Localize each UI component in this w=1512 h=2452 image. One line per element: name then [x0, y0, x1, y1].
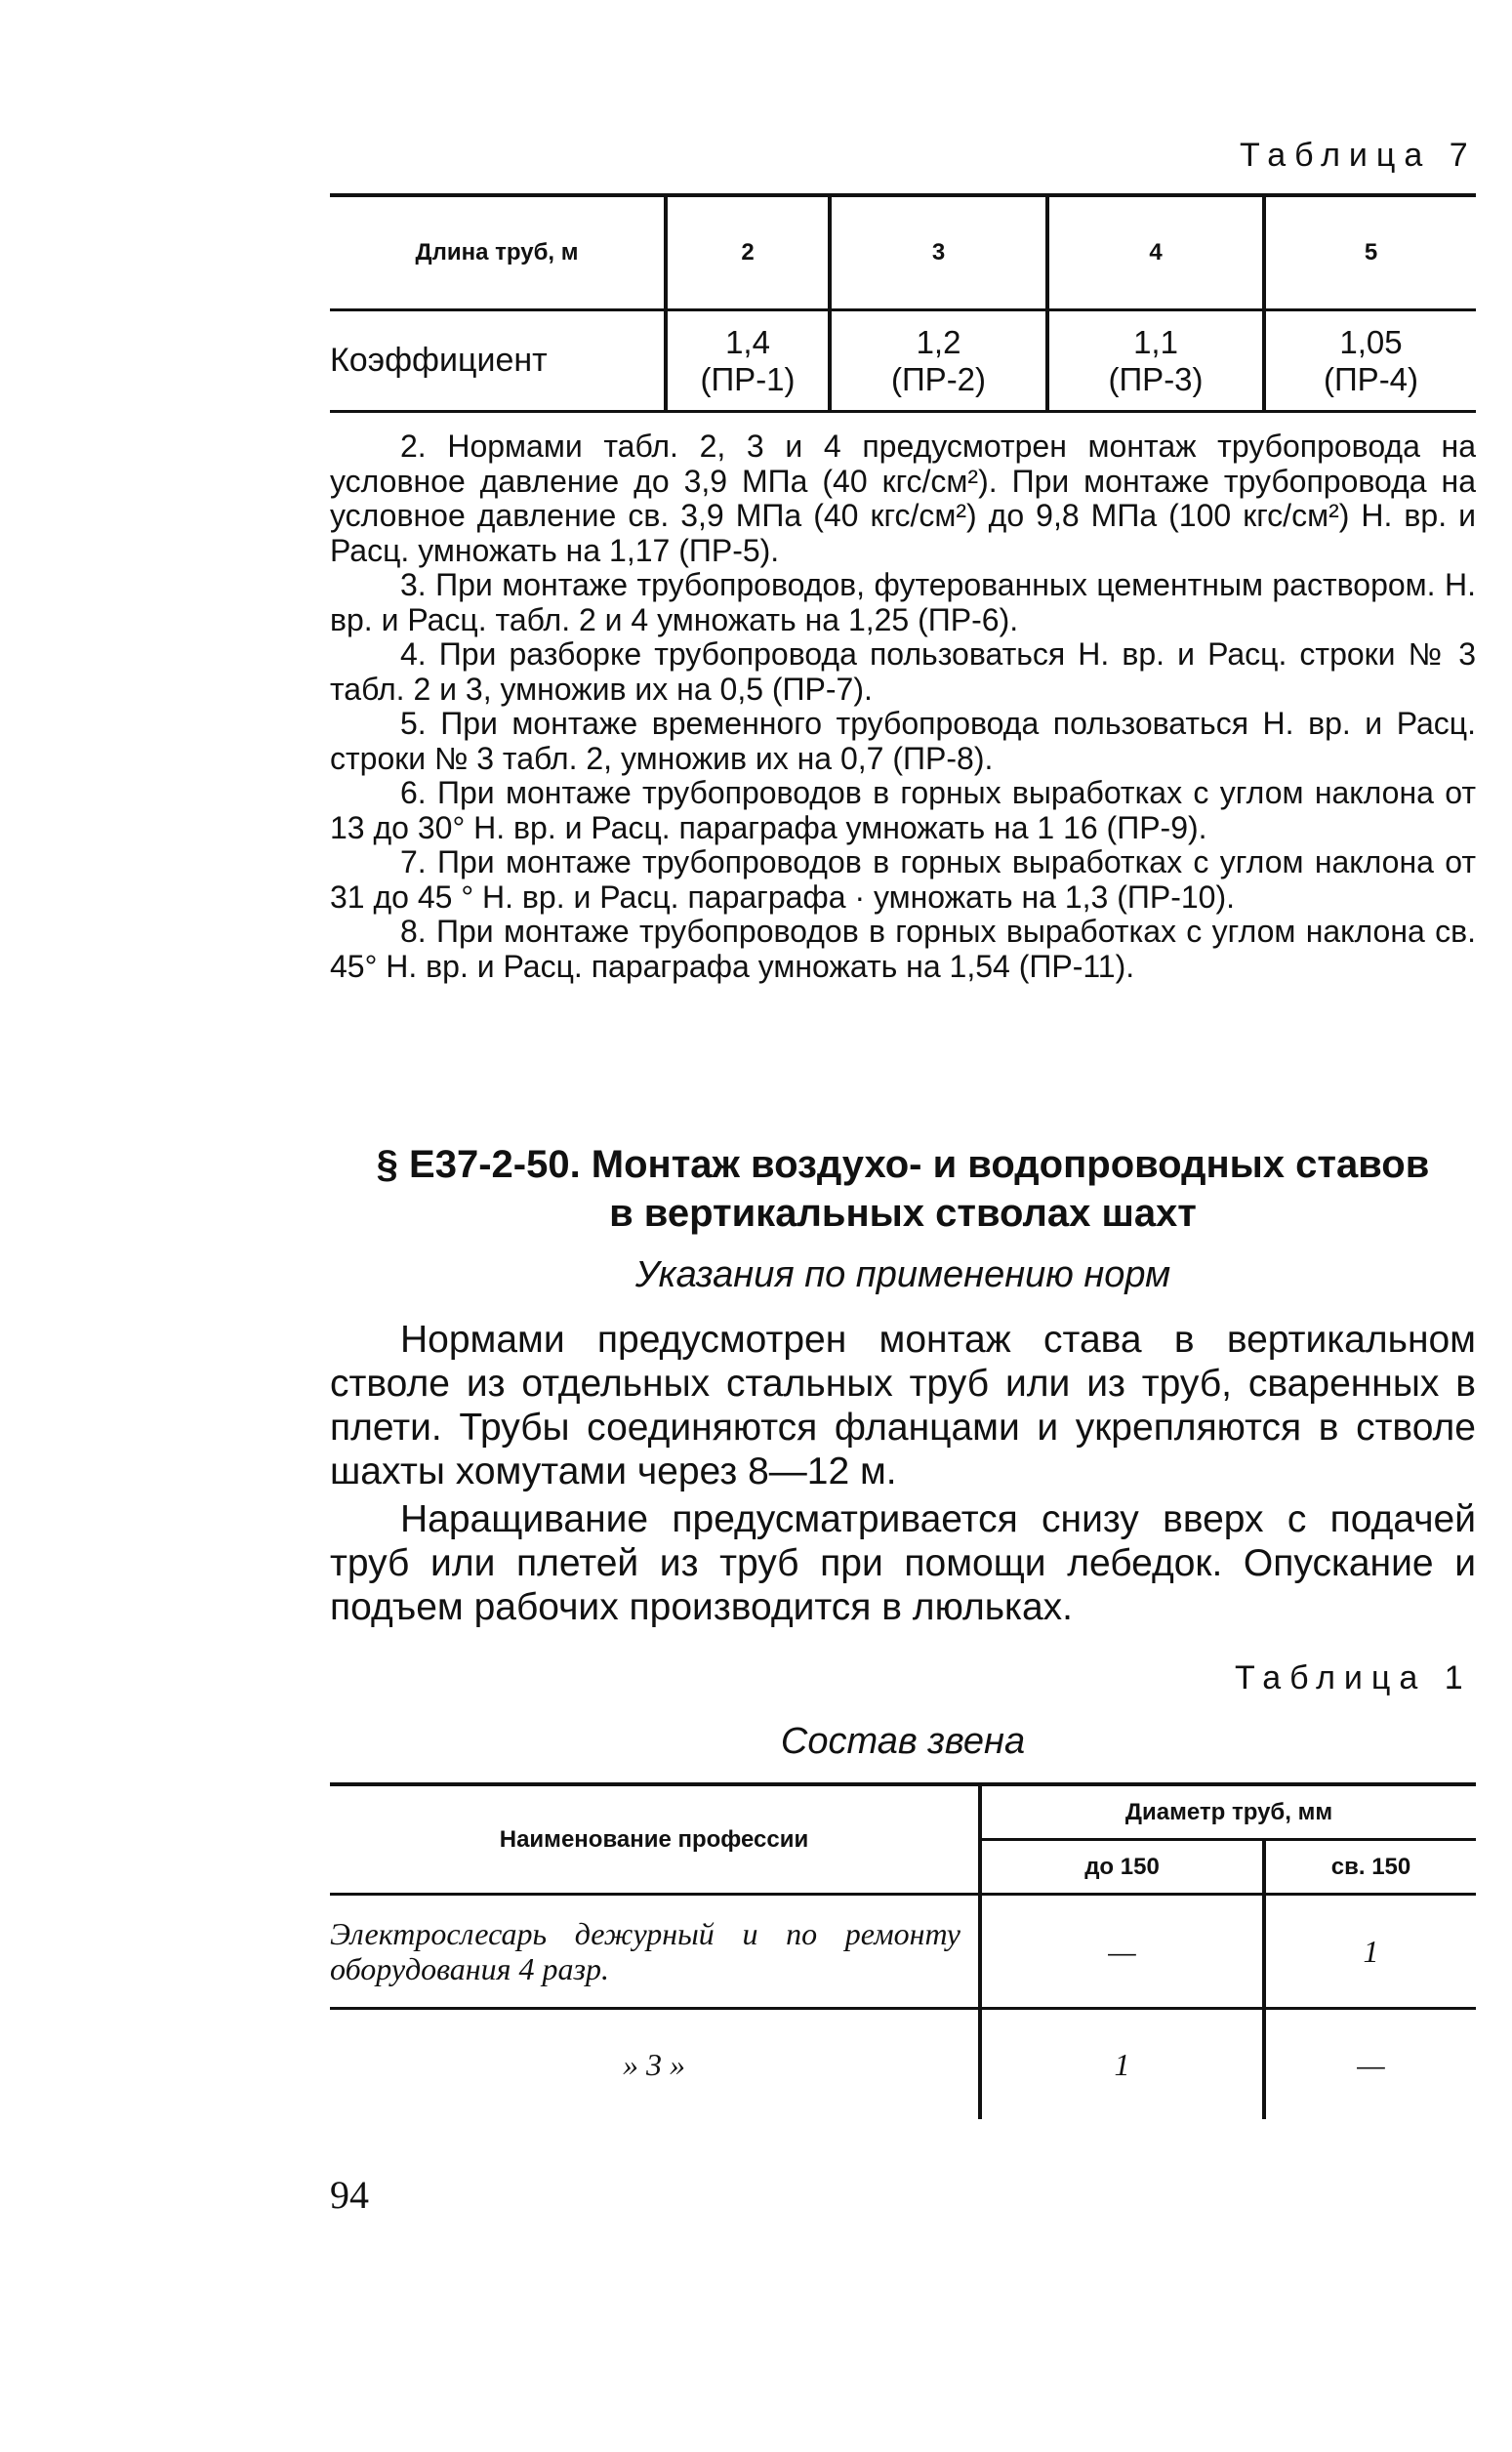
count-cell: — [1108, 1933, 1136, 1969]
coefficient-value: 1,2 [916, 323, 961, 360]
note-item: 4. При разборке трубопровода пользоваться Н. вр. и Расц. строки № 3 табл. 2 и 3, умножив их на 0,5 (ПР-7). [330, 636, 1476, 707]
note-item: 6. При монтаже трубопроводов в горных выработках с углом наклона от 13 до 30° Н. вр. и Расц. параграфа умножать на 1 16 (ПР-9). [330, 775, 1476, 845]
length-cell: 2 [741, 239, 755, 266]
coefficient-value: 1,05 [1339, 323, 1403, 360]
profession-cell: Электрослесарь дежурный и по ремонту оборудования 4 разр. [330, 1916, 960, 1986]
coefficient-code: (ПР-2) [890, 360, 987, 397]
coefficient-code: (ПР-1) [700, 360, 796, 397]
length-cell: 4 [1149, 239, 1163, 266]
section-subheading: Указания по применению норм [634, 1254, 1171, 1295]
note-item: 5. При монтаже временного трубопровода пользоваться Н. вр. и Расц. строки № 3 табл. 2, умножив их на 0,7 (ПР-8). [330, 706, 1476, 776]
length-cell: 5 [1364, 239, 1378, 266]
notes-list [330, 429, 1476, 984]
header-over-150: св. 150 [1330, 1853, 1411, 1880]
note-item: 3. При монтаже трубопроводов, футерованных цементным раствором. Н. вр. и Расц. табл. 2 и 4 умножать на 1,25 (ПР-6). [330, 567, 1476, 637]
table-1-title: Состав звена [780, 1721, 1026, 1762]
coefficient-cell [1266, 311, 1476, 410]
profession-cell: » 3 » [623, 2046, 685, 2082]
count-cell: 1 [1363, 1933, 1379, 1969]
coefficient-cell [668, 311, 828, 410]
header-pipe-length: Длина труб, м [415, 239, 579, 266]
body-paragraph: Наращивание предусматривается снизу вверх с подачей труб или плетей из труб при помощи лебедок. Опускание и подъем рабочих производится в люльках. [330, 1498, 1476, 1628]
count-cell: 1 [1114, 2046, 1130, 2082]
table-7 [330, 193, 1476, 413]
header-diameter: Диаметр труб, мм [1124, 1798, 1333, 1825]
row-label-coefficient: Коэффициент [330, 341, 548, 379]
coefficient-value: 1,4 [725, 323, 770, 360]
coefficient-code: (ПР-3) [1108, 360, 1204, 397]
section-body [330, 1318, 1476, 1633]
section-title [330, 1140, 1476, 1238]
section-title-line: § Е37-2-50. Монтаж воздухо- и водопроводных ставов [376, 1143, 1430, 1186]
coefficient-code: (ПР-4) [1323, 360, 1419, 397]
section-title-line: в вертикальных стволах шахт [609, 1192, 1197, 1235]
note-item: 7. При монтаже трубопроводов в горных выработках с углом наклона от 31 до 45 ° Н. вр. и Расц. параграфа · умножать на 1,3 (ПР-10). [330, 844, 1476, 915]
table-1 [330, 1782, 1476, 2119]
page-number: 94 [330, 2173, 369, 2217]
coefficient-cell [1049, 311, 1262, 410]
note-item: 2. Нормами табл. 2, 3 и 4 предусмотрен монтаж трубопровода на условное давление до 3,9 МПа (40 кгс/см²). При монтаже трубопровода на условное давление св. 3,9 МПа (40 кгс/см²) до 9,8 МПа (100 кгс/см²) Н. вр. и Расц. умножать на 1,17 (ПР-5). [330, 429, 1476, 568]
note-item: 8. При монтаже трубопроводов в горных выработках с углом наклона св. 45° Н. вр. и Расц. параграфа умножать на 1,54 (ПР-11). [330, 914, 1476, 984]
table-1-caption: Таблица 1 [1235, 1659, 1472, 1696]
coefficient-cell [832, 311, 1045, 410]
table-rule-bottom [330, 410, 1476, 413]
length-cell: 3 [931, 239, 946, 266]
header-profession: Наименование профессии [499, 1825, 809, 1853]
body-paragraph: Нормами предусмотрен монтаж става в вертикальном стволе из отдельных стальных труб или из труб, сваренных в плети. Трубы соединяются фланцами и укрепляются в стволе шахты хомутами через 8—12 м. [330, 1319, 1476, 1492]
count-cell: — [1357, 2046, 1385, 2082]
table-7-caption: Таблица 7 [1240, 137, 1477, 174]
header-up-to-150: до 150 [1084, 1853, 1160, 1880]
coefficient-value: 1,1 [1133, 323, 1178, 360]
